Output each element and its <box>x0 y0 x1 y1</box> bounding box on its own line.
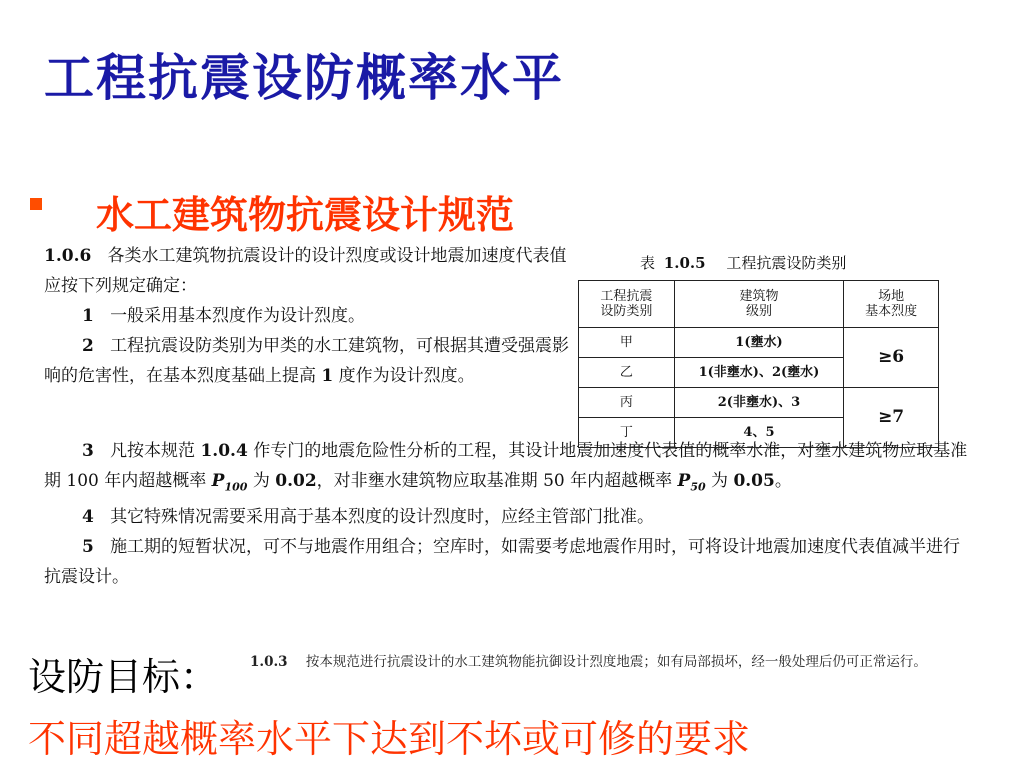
item-value: 1 <box>321 366 334 386</box>
header-label: 场地 基本烈度 <box>865 289 918 319</box>
clause-intro-text: 各类水工建筑物抗震设计的设计烈度或设计地震加速度代表值应按下列规定确定： <box>44 246 567 296</box>
cell-category: 甲 <box>579 328 675 358</box>
clause-item-5 <box>44 532 974 592</box>
classification-table <box>578 280 939 448</box>
clause-1-0-6-part1 <box>44 241 574 391</box>
item-number: 2 <box>82 336 94 356</box>
table-caption <box>640 252 846 273</box>
item-text: 。 <box>774 471 792 491</box>
cell-category: 丁 <box>579 418 675 448</box>
item-number: 5 <box>82 537 94 558</box>
item-text: 其它特殊情况需要采用高于基本烈度的设计烈度时，应经主管部门批准。 <box>110 507 655 528</box>
item-text: 年内超越概率 <box>570 471 673 491</box>
cell-level: 1(非壅水)、2(壅水) <box>674 358 844 388</box>
goal-clause-text: 按本规范进行抗震设计的水工建筑物能抗御设计烈度地震；如有局部损坏，经一般处理后仍可正常运行。 <box>305 654 927 670</box>
item-number: 3 <box>82 441 94 461</box>
item-number: 1 <box>82 306 94 326</box>
item-text: 施工期的短暂状况，可不与地震作用组合；空库时，如需要考虑地震作用时，可将设计地震加速度代表值减半进行抗震设计。 <box>44 537 961 588</box>
page-title: 工程抗震设防概率水平 <box>44 49 564 107</box>
item-text: 作专门的地震危险性分析的工程，其设计地震加速度代表值的概率水准，对壅水建筑物应取基准期 <box>44 441 968 491</box>
item-number: 4 <box>82 507 94 528</box>
probability-symbol: $P_{100}$ <box>211 471 248 494</box>
header-category <box>579 281 675 328</box>
conclusion-text: 不同超越概率水平下达到不坏或可修的要求 <box>28 717 751 761</box>
item-text: ，对非壅水建筑物应取基准期 <box>316 471 538 491</box>
header-level <box>674 281 844 328</box>
table-header-row <box>579 281 939 328</box>
item-text: 凡按本规范 <box>110 441 196 461</box>
cell-site: ≥7 <box>844 388 939 448</box>
header-site <box>844 281 939 328</box>
item-value: 100 <box>66 471 99 491</box>
cell-category: 乙 <box>579 358 675 388</box>
clause-item-1 <box>44 301 574 331</box>
item-reference: 1.0.4 <box>200 441 248 461</box>
table-row <box>579 328 939 358</box>
probability-symbol: $P_{50}$ <box>677 471 706 494</box>
cell-site: ≥6 <box>844 328 939 388</box>
goal-label: 设防目标： <box>28 655 219 699</box>
bullet-square-icon <box>30 198 42 210</box>
item-text: 一般采用基本烈度作为设计烈度。 <box>110 306 366 326</box>
header-label: 工程抗震 设防类别 <box>600 289 653 319</box>
clause-item-4 <box>44 502 974 532</box>
item-text: 度作为设计烈度。 <box>338 366 475 386</box>
item-text: 为 <box>711 471 729 491</box>
table-caption-number: 1.0.5 <box>663 254 706 272</box>
item-text: 工程抗震设防类别为甲类的水工建筑物，可根据其遭受强震影响的危害性，在基本烈度基础上提高 <box>44 336 570 386</box>
header-label: 建筑物 级别 <box>739 289 779 319</box>
clause-1-0-6-part2 <box>44 436 974 592</box>
table-row <box>579 388 939 418</box>
clause-number: 1.0.6 <box>44 246 92 266</box>
clause-item-2 <box>44 331 574 391</box>
item-value: 0.05 <box>733 471 775 491</box>
cell-level: 4、5 <box>674 418 844 448</box>
item-text: 年内超越概率 <box>104 471 207 491</box>
cell-level: 1(壅水) <box>674 328 844 358</box>
table-caption-text: 工程抗震设防类别 <box>726 254 847 272</box>
cell-category: 丙 <box>579 388 675 418</box>
table-caption-prefix: 表 <box>640 254 656 272</box>
item-text: 为 <box>252 471 270 491</box>
clause-intro <box>44 241 574 301</box>
cell-level: 2(非壅水)、3 <box>674 388 844 418</box>
goal-clause <box>250 652 1010 672</box>
item-value: 0.02 <box>275 471 317 491</box>
goal-clause-number: 1.0.3 <box>250 654 288 670</box>
bullet-text: 水工建筑物抗震设计规范 <box>96 193 515 237</box>
item-value: 50 <box>543 471 565 491</box>
